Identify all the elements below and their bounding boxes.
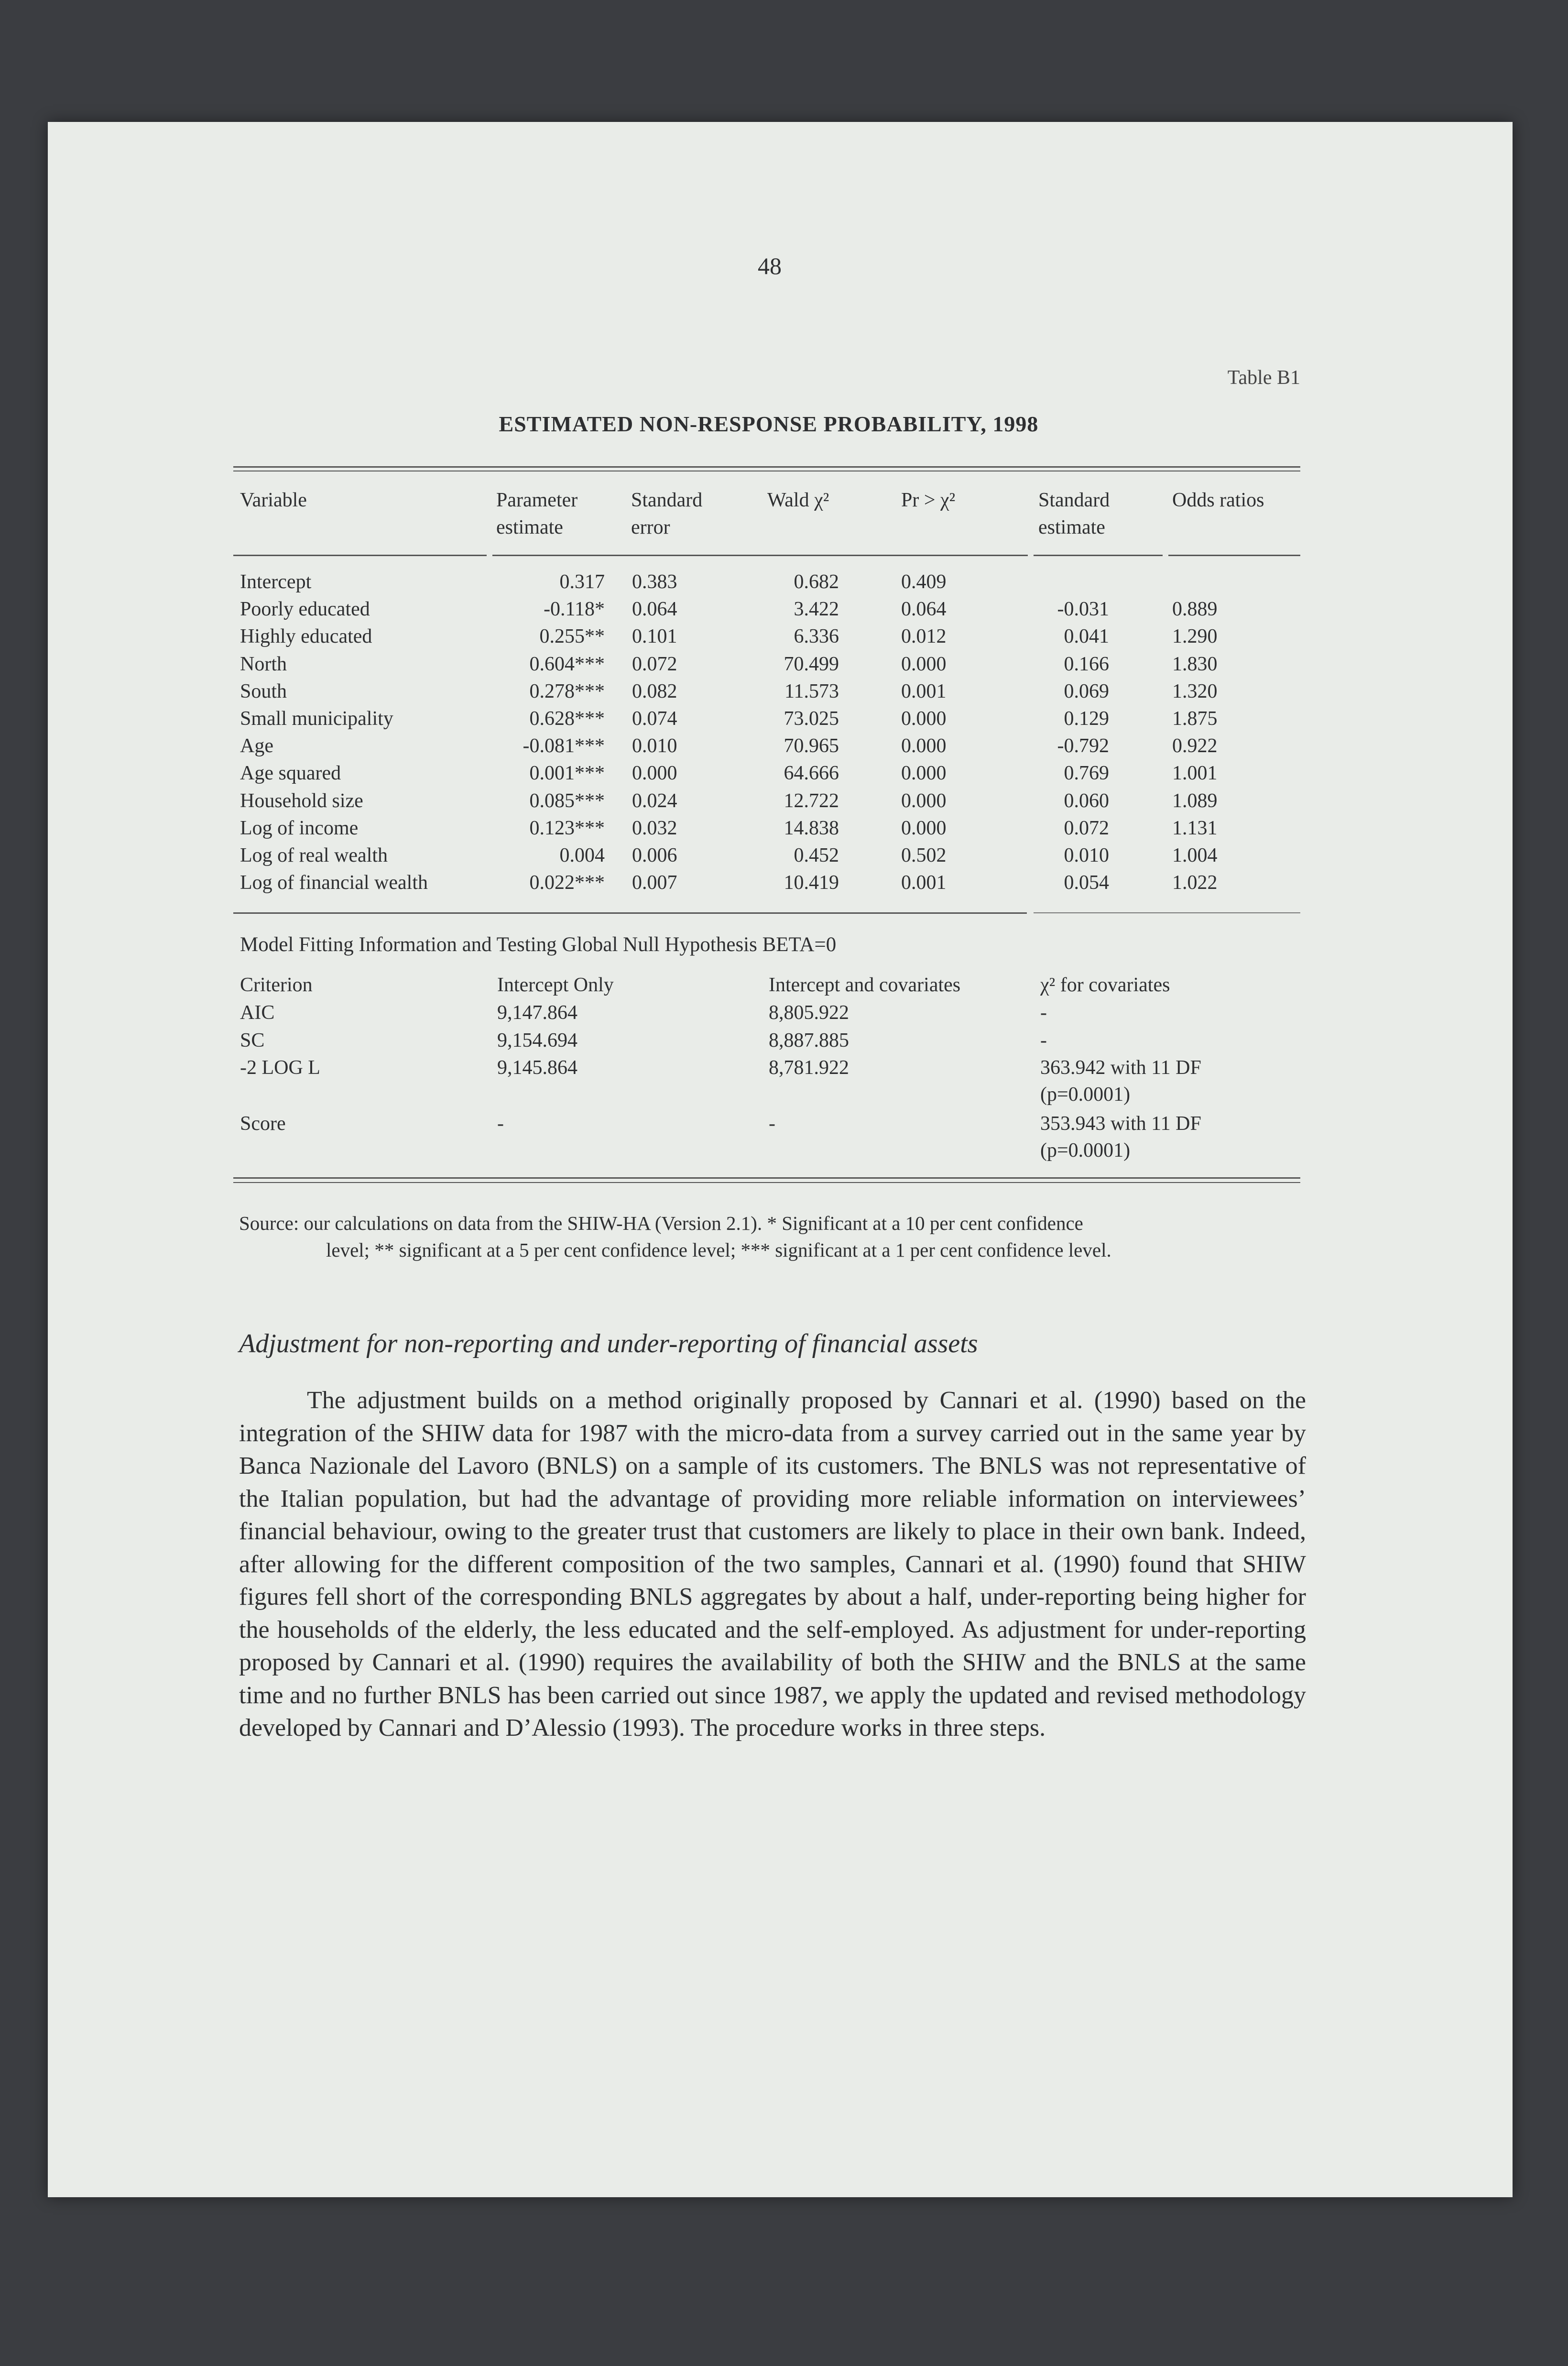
- table-cell-std: -0.792: [1057, 735, 1109, 757]
- table-cell-variable: Highly educated: [240, 625, 372, 648]
- table-cell-odds: 1.320: [1172, 680, 1218, 702]
- table-cell-wald: 64.666: [784, 762, 839, 785]
- table-cell-param: 0.085***: [529, 789, 605, 812]
- table-cell-std: 0.041: [1064, 625, 1109, 648]
- header-wald-chi: Wald χ²: [767, 489, 829, 511]
- table-cell-std: 0.069: [1064, 680, 1109, 702]
- table-cell-pr: 0.502: [901, 844, 947, 866]
- table-cell-std: 0.010: [1064, 844, 1109, 866]
- table-cell-wald: 0.682: [794, 571, 839, 593]
- fit-cell-intercept: 9,147.864: [497, 1002, 577, 1024]
- table-cell-odds: 1.290: [1172, 625, 1218, 648]
- fit-cell-covariates: 8,781.922: [769, 1057, 849, 1079]
- table-top-rule: [233, 466, 1300, 468]
- table-cell-wald: 73.025: [784, 708, 839, 730]
- table-cell-variable: North: [240, 653, 287, 675]
- fit-cell-intercept: -: [497, 1113, 504, 1135]
- table-cell-pr: 0.409: [901, 571, 947, 593]
- header-rule-1: [233, 555, 487, 556]
- table-cell-pr: 0.000: [901, 789, 947, 812]
- body-paragraph: [239, 1384, 1306, 1745]
- table-cell-se: 0.383: [632, 571, 677, 593]
- table-body-rule-2: [1034, 912, 1300, 913]
- table-cell-std: 0.060: [1064, 789, 1109, 812]
- table-cell-odds: 0.889: [1172, 598, 1218, 621]
- table-cell-param: 0.604***: [529, 653, 605, 675]
- table-cell-wald: 10.419: [784, 872, 839, 894]
- table-cell-param: 0.022***: [529, 872, 605, 894]
- header-rule-4: [1168, 555, 1300, 556]
- header-standard-error: Standard error: [631, 489, 703, 538]
- header-variable: Variable: [240, 489, 307, 511]
- fit-cell-criterion: -2 LOG L: [240, 1057, 320, 1079]
- table-cell-variable: Intercept: [240, 571, 312, 593]
- table-cell-pr: 0.000: [901, 735, 947, 757]
- fit-cell-intercept: 9,145.864: [497, 1057, 577, 1079]
- table-cell-se: 0.101: [632, 625, 677, 648]
- page-number: 48: [758, 252, 782, 279]
- fit-header-criterion: Criterion: [240, 974, 313, 996]
- table-cell-variable: South: [240, 680, 287, 702]
- table-cell-variable: Age squared: [240, 762, 341, 785]
- table-cell-std: 0.769: [1064, 762, 1109, 785]
- table-cell-param: 0.317: [559, 571, 605, 593]
- table-cell-odds: 1.022: [1172, 872, 1218, 894]
- table-cell-wald: 70.965: [784, 735, 839, 757]
- fit-cell-chi-pvalue: (p=0.0001): [1040, 1084, 1131, 1106]
- source-line-1: Source: our calculations on data from the SHIW-HA (Version 2.1). * Significant at a 10 per cent confidence: [239, 1212, 1083, 1234]
- table-cell-pr: 0.000: [901, 708, 947, 730]
- fit-cell-chi_1: 353.943 with 11 DF: [1040, 1113, 1201, 1135]
- fit-cell-chi_1: -: [1040, 1002, 1047, 1024]
- header-parameter-estimate: Parameter estimate: [496, 489, 578, 538]
- model-fit-title: Model Fitting Information and Testing Global Null Hypothesis BETA=0: [240, 933, 837, 956]
- fit-cell-covariates: 8,805.922: [769, 1002, 849, 1024]
- header-pr-chi: Pr > χ²: [901, 489, 956, 511]
- table-cell-pr: 0.001: [901, 680, 947, 702]
- fit-cell-criterion: Score: [240, 1113, 286, 1135]
- table-cell-variable: Age: [240, 735, 273, 757]
- table-bottom-rule: [233, 1177, 1300, 1179]
- fit-cell-criterion: SC: [240, 1030, 265, 1052]
- table-cell-se: 0.064: [632, 598, 677, 621]
- fit-header-intercept: Intercept Only: [497, 974, 614, 996]
- table-cell-pr: 0.000: [901, 653, 947, 675]
- fit-cell-chi-pvalue: (p=0.0001): [1040, 1139, 1131, 1161]
- table-cell-std: 0.054: [1064, 872, 1109, 894]
- table-cell-variable: Log of financial wealth: [240, 872, 428, 894]
- table-cell-odds: 1.001: [1172, 762, 1218, 785]
- table-cell-wald: 14.838: [784, 817, 839, 839]
- table-cell-variable: Household size: [240, 789, 363, 812]
- source-note: [239, 1210, 1306, 1263]
- table-cell-wald: 3.422: [794, 598, 839, 621]
- table-cell-wald: 11.573: [784, 680, 839, 702]
- table-cell-odds: 1.089: [1172, 789, 1218, 812]
- table-cell-param: 0.123***: [529, 817, 605, 839]
- table-cell-param: -0.081***: [523, 735, 605, 757]
- fit-cell-intercept: 9,154.694: [497, 1030, 577, 1052]
- table-cell-std: 0.072: [1064, 817, 1109, 839]
- table-bottom-rule-inner: [233, 1182, 1300, 1183]
- table-cell-pr: 0.000: [901, 762, 947, 785]
- table-cell-variable: Poorly educated: [240, 598, 370, 621]
- table-label: Table B1: [1227, 367, 1300, 389]
- header-rule-2: [492, 555, 1028, 556]
- table-cell-se: 0.007: [632, 872, 677, 894]
- table-cell-odds: 1.004: [1172, 844, 1218, 866]
- table-cell-se: 0.072: [632, 653, 677, 675]
- fit-header-chi: χ² for covariates: [1040, 974, 1170, 996]
- table-cell-pr: 0.012: [901, 625, 947, 648]
- fit-cell-criterion: AIC: [240, 1002, 275, 1024]
- table-cell-se: 0.010: [632, 735, 677, 757]
- table-cell-variable: Small municipality: [240, 708, 393, 730]
- table-cell-se: 0.082: [632, 680, 677, 702]
- table-cell-param: -0.118*: [544, 598, 605, 621]
- table-cell-pr: 0.064: [901, 598, 947, 621]
- table-body-rule-1: [233, 912, 1027, 914]
- fit-cell-covariates: 8,887.885: [769, 1030, 849, 1052]
- fit-cell-covariates: -: [769, 1113, 775, 1135]
- fit-header-covariates: Intercept and covariates: [769, 974, 961, 996]
- table-cell-param: 0.628***: [529, 708, 605, 730]
- table-cell-variable: Log of real wealth: [240, 844, 388, 866]
- source-line-2: level; ** significant at a 5 per cent confidence level; *** significant at a 1 per cent confidence level.: [326, 1239, 1111, 1261]
- paragraph-text: The adjustment builds on a method originally proposed by Cannari et al. (1990) based on the integration of the SHIW data for 1987 with the micro-data from a survey carried out in the same year by Banca Nazionale del Lavoro (BNLS) on a sample of its customers. The BNLS was not representative of the Italian population, but had the advantage of providing more reliable information on interviewees’ financial behaviour, owing to the greater trust that customers are likely to place in their own bank. Indeed, after allowing for the different composition of the two samples, Cannari et al. (1990) found that SHIW figures fell short of the corresponding BNLS aggregates by about a half, under-reporting being higher for the households of the elderly, the less educated and the self-employed. As adjustment for under-reporting proposed by Cannari et al. (1990) requires the availability of both the SHIW and the BNLS at the same time and no further BNLS has been carried out since 1987, we apply the updated and revised methodology developed by Cannari and D’Alessio (1993). The procedure works in three steps.: [239, 1387, 1306, 1742]
- table-cell-std: 0.129: [1064, 708, 1109, 730]
- table-cell-std: -0.031: [1057, 598, 1109, 621]
- table-cell-wald: 0.452: [794, 844, 839, 866]
- table-cell-param: 0.001***: [529, 762, 605, 785]
- fit-cell-chi_1: -: [1040, 1030, 1047, 1052]
- table-cell-param: 0.004: [559, 844, 605, 866]
- table-cell-wald: 6.336: [794, 625, 839, 648]
- fit-cell-chi_1: 363.942 with 11 DF: [1040, 1057, 1201, 1079]
- table-cell-se: 0.006: [632, 844, 677, 866]
- table-cell-pr: 0.000: [901, 817, 947, 839]
- table-cell-odds: 0.922: [1172, 735, 1218, 757]
- table-cell-wald: 12.722: [784, 789, 839, 812]
- table-cell-se: 0.000: [632, 762, 677, 785]
- table-cell-se: 0.024: [632, 789, 677, 812]
- table-cell-odds: 1.875: [1172, 708, 1218, 730]
- section-title: Adjustment for non-reporting and under-reporting of financial assets: [239, 1329, 978, 1358]
- table-cell-variable: Log of income: [240, 817, 359, 839]
- table-cell-odds: 1.131: [1172, 817, 1218, 839]
- table-cell-se: 0.074: [632, 708, 677, 730]
- table-cell-se: 0.032: [632, 817, 677, 839]
- table-cell-param: 0.255**: [539, 625, 605, 648]
- header-standard-estimate: Standard estimate: [1038, 489, 1110, 538]
- header-rule-3: [1034, 555, 1163, 556]
- table-cell-wald: 70.499: [784, 653, 839, 675]
- header-odds-ratios: Odds ratios: [1172, 489, 1264, 511]
- table-cell-param: 0.278***: [529, 680, 605, 702]
- table-cell-pr: 0.001: [901, 872, 947, 894]
- table-cell-std: 0.166: [1064, 653, 1109, 675]
- table-cell-odds: 1.830: [1172, 653, 1218, 675]
- table-title: ESTIMATED NON-RESPONSE PROBABILITY, 1998: [499, 412, 1039, 436]
